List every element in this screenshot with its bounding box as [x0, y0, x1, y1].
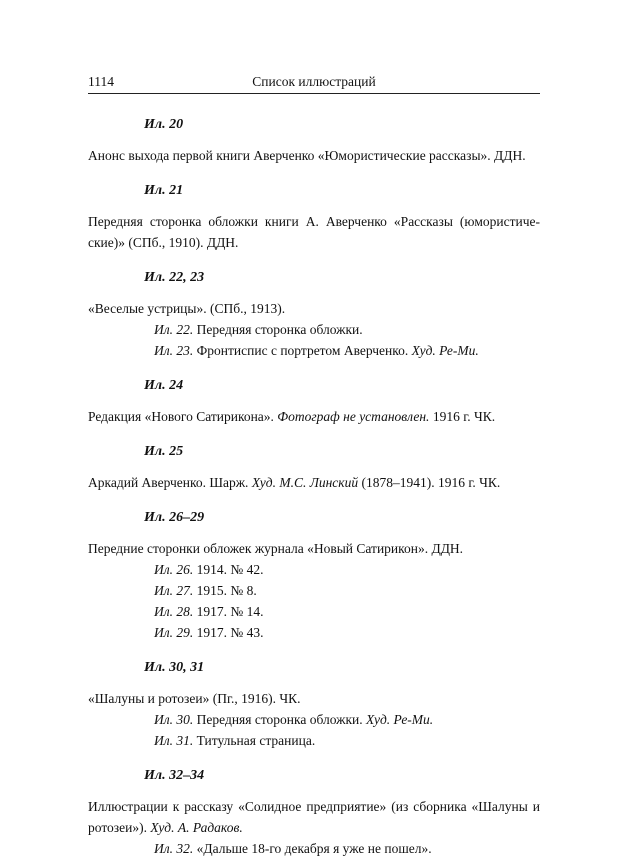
sub-entries	[88, 709, 540, 751]
description-text: Иллюстрации к рассказу «Солидное предприятие» (из сборника «Шалуны и ротозеи»).	[88, 799, 540, 835]
sub-entry-text: «Дальше 18-го декабря я уже не пошел».	[196, 841, 432, 856]
description-text: Редакция «Нового Сатирикона».	[88, 409, 274, 424]
sub-entry	[154, 622, 540, 643]
running-title: Список иллюстраций	[252, 74, 376, 89]
entry-description	[88, 406, 540, 427]
entry-heading: Ил. 25	[144, 444, 184, 459]
entry-il-26-29	[88, 507, 540, 643]
sub-entry	[154, 730, 540, 751]
entry-il-21	[88, 180, 540, 253]
running-header	[88, 71, 540, 94]
sub-entry-label: Ил. 32.	[154, 841, 194, 856]
entry-il-22-23	[88, 267, 540, 361]
illustration-list	[88, 114, 540, 859]
sub-entry-label: Ил. 31.	[154, 733, 194, 748]
sub-entry-text: 1917. № 14.	[196, 604, 264, 619]
description-credit: Фотограф не установлен.	[277, 409, 430, 424]
description-text: (1878–1941). 1916 г. ЧК.	[361, 475, 501, 490]
entry-description	[88, 796, 540, 838]
sub-entry-text: 1917. № 43.	[196, 625, 264, 640]
sub-entry-label: Ил. 28.	[154, 604, 194, 619]
sub-entry-credit: Худ. Ре-Ми.	[366, 712, 434, 727]
description-text: Аркадий Аверченко. Шарж.	[88, 475, 249, 490]
sub-entry-text: Титульная страница.	[196, 733, 316, 748]
sub-entry	[154, 601, 540, 622]
description-text: 1916 г. ЧК.	[432, 409, 496, 424]
sub-entry-label: Ил. 30.	[154, 712, 194, 727]
sub-entries	[88, 838, 540, 859]
sub-entries	[88, 559, 540, 643]
description-credit: Худ. А. Радаков.	[150, 820, 243, 835]
sub-entry	[154, 580, 540, 601]
entry-description: Передняя сторонка обложки книги А. Аверченко «Рассказы (юмористиче-ские)» (СПб., 1910). ДДН.	[88, 214, 540, 250]
entry-heading: Ил. 24	[144, 378, 184, 393]
entry-description: Передние сторонки обложек журнала «Новый Сатирикон». ДДН.	[88, 541, 464, 556]
entry-heading: Ил. 22, 23	[144, 270, 205, 285]
entry-il-25	[88, 441, 540, 493]
sub-entry-label: Ил. 26.	[154, 562, 194, 577]
sub-entry	[154, 709, 540, 730]
sub-entry	[154, 559, 540, 580]
sub-entry	[154, 838, 540, 859]
entry-il-24	[88, 375, 540, 427]
entry-heading: Ил. 21	[144, 183, 184, 198]
sub-entry-label: Ил. 23.	[154, 343, 194, 358]
entry-il-32-34	[88, 765, 540, 859]
sub-entry-text: 1914. № 42.	[196, 562, 264, 577]
sub-entry-text: 1915. № 8.	[196, 583, 257, 598]
entry-heading: Ил. 20	[144, 117, 184, 132]
sub-entry-text: Передняя сторонка обложки.	[196, 712, 363, 727]
page-number: 1114	[88, 74, 114, 89]
entry-description: «Шалуны и ротозеи» (Пг., 1916). ЧК.	[88, 691, 301, 706]
sub-entries	[88, 319, 540, 361]
entry-heading: Ил. 32–34	[144, 768, 205, 783]
entry-heading: Ил. 30, 31	[144, 660, 205, 675]
description-credit: Худ. М.С. Линский	[251, 475, 359, 490]
sub-entry	[154, 340, 540, 361]
sub-entry-label: Ил. 22.	[154, 322, 194, 337]
entry-heading: Ил. 26–29	[144, 510, 205, 525]
entry-il-30-31	[88, 657, 540, 751]
sub-entry	[154, 319, 540, 340]
entry-il-20	[88, 114, 540, 166]
sub-entry-label: Ил. 27.	[154, 583, 194, 598]
sub-entry-text: Передняя сторонка обложки.	[196, 322, 363, 337]
entry-description	[88, 472, 540, 493]
sub-entry-text: Фронтиспис с портретом Аверченко.	[196, 343, 409, 358]
sub-entry-credit: Худ. Ре-Ми.	[411, 343, 479, 358]
entry-description: Анонс выхода первой книги Аверченко «Юмористические рассказы». ДДН.	[88, 148, 526, 163]
entry-description: «Веселые устрицы». (СПб., 1913).	[88, 301, 286, 316]
sub-entry-label: Ил. 29.	[154, 625, 194, 640]
